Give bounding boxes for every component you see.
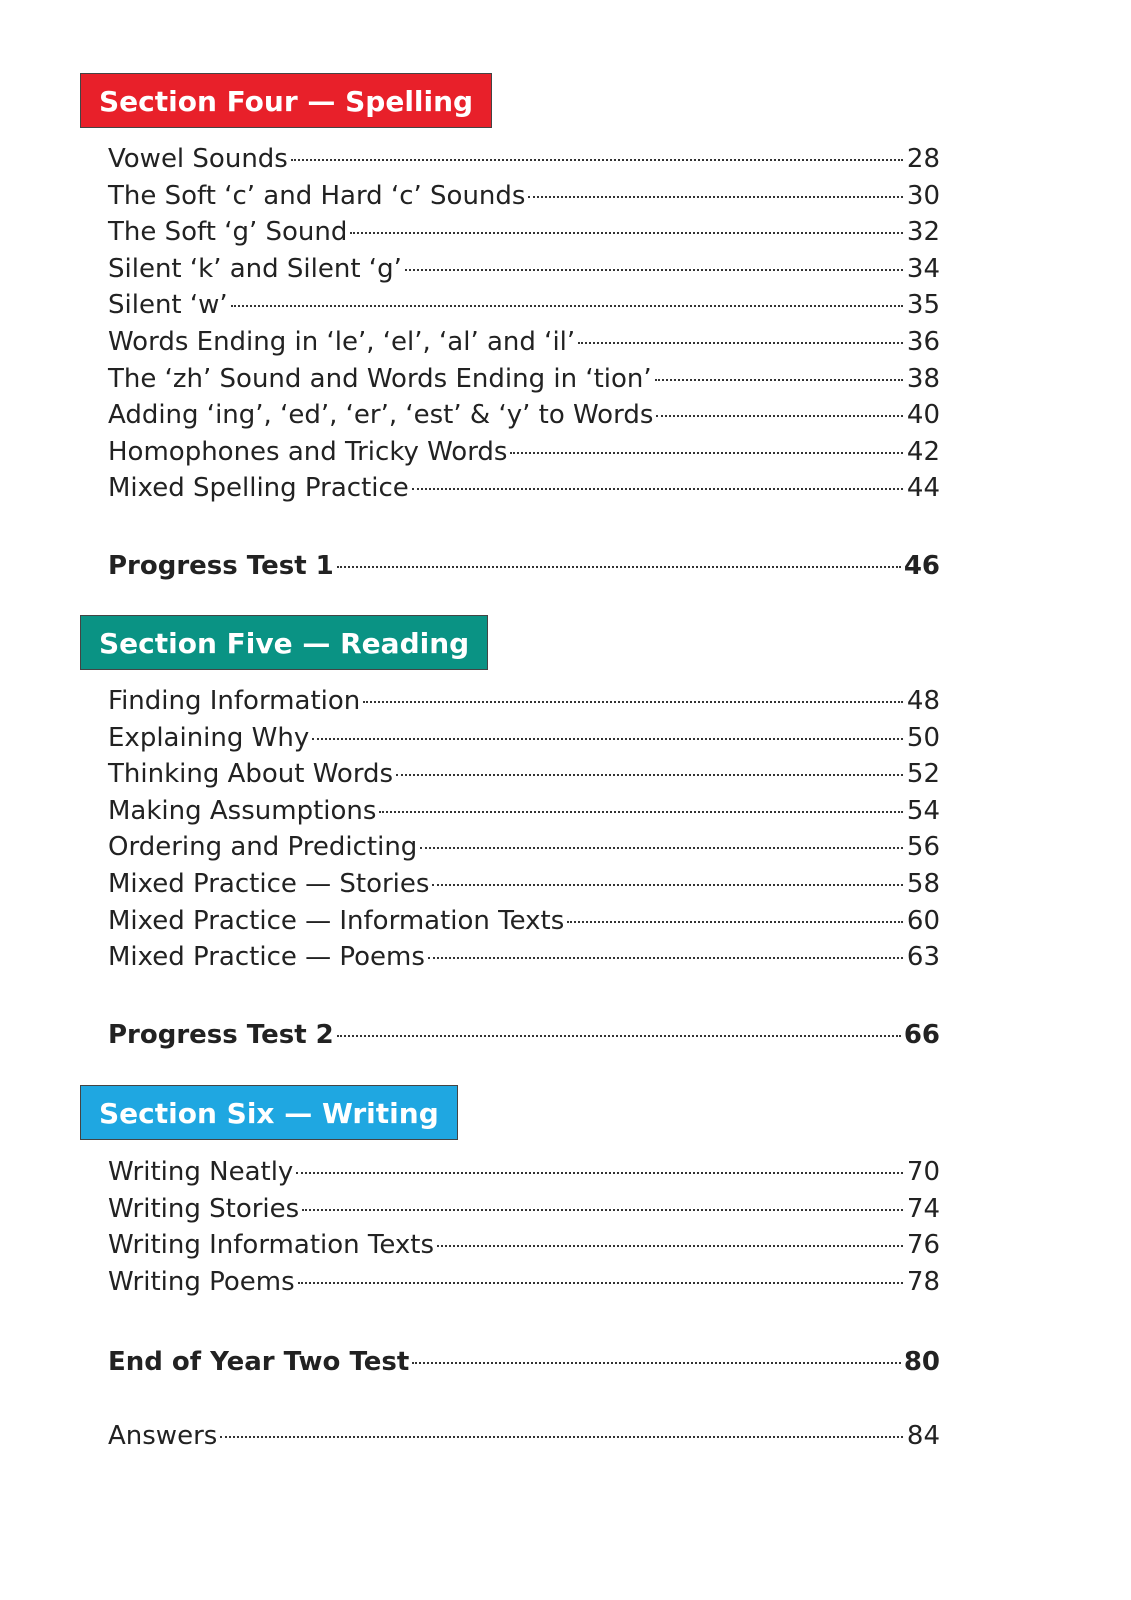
dot-leader	[420, 847, 903, 849]
toc-entry-page: 42	[906, 436, 940, 467]
toc-entry-progress-test-2[interactable]	[108, 1017, 940, 1054]
toc-entry-page: 76	[906, 1230, 940, 1261]
toc-entry[interactable]	[108, 1264, 940, 1301]
toc-entry[interactable]	[108, 793, 940, 830]
dot-leader	[298, 1282, 903, 1284]
toc-entry-title: Mixed Spelling Practice	[108, 473, 409, 504]
dot-leader	[510, 452, 903, 454]
toc-entry-page: 30	[906, 180, 940, 211]
toc-entry-page: 70	[906, 1157, 940, 1187]
dot-leader	[296, 1172, 903, 1174]
dot-leader	[312, 738, 903, 740]
dot-leader	[656, 415, 903, 417]
dot-leader	[337, 566, 901, 568]
toc-entry-title: Homophones and Tricky Words	[108, 436, 508, 467]
dot-leader	[432, 884, 903, 886]
toc-entry[interactable]	[108, 939, 940, 976]
toc-entry-title: Silent ‘k’ and Silent ‘g’	[108, 253, 402, 284]
toc-entry[interactable]	[108, 683, 940, 720]
dot-leader	[302, 1209, 903, 1211]
dot-leader	[220, 1436, 903, 1438]
toc-entry-title: Finding Information	[108, 686, 361, 716]
section-five-list	[108, 683, 940, 976]
toc-entry-page: 36	[906, 326, 940, 357]
dot-leader	[363, 701, 903, 703]
toc-entry-page: 50	[906, 722, 940, 753]
toc-entry-title: Mixed Practice — Stories	[108, 868, 430, 899]
dot-leader	[396, 774, 903, 776]
toc-entry-title: Writing Stories	[108, 1193, 300, 1224]
toc-entry-page: 35	[906, 290, 940, 321]
toc-entry-page: 52	[906, 759, 940, 790]
toc-entry[interactable]	[108, 756, 940, 793]
toc-entry-title: Mixed Practice — Information Texts	[108, 905, 565, 936]
toc-entry-page: 60	[906, 905, 940, 936]
toc-entry-page: 32	[906, 217, 940, 248]
toc-entry[interactable]	[108, 214, 940, 251]
dot-leader	[379, 811, 903, 813]
dot-leader	[578, 342, 903, 344]
toc-entry-title: Writing Neatly	[108, 1157, 294, 1187]
toc-entry[interactable]	[108, 1154, 940, 1191]
toc-entry[interactable]	[108, 141, 940, 178]
toc-entry-page: 74	[906, 1193, 940, 1224]
toc-entry-title: Writing Information Texts	[108, 1230, 435, 1261]
toc-entry[interactable]	[108, 434, 940, 471]
toc-entry-page: 63	[906, 942, 940, 973]
toc-entry-title: Mixed Practice — Poems	[108, 942, 425, 973]
dot-leader	[350, 232, 903, 234]
toc-entry-page: 38	[906, 363, 940, 394]
toc-entry-title: The Soft ‘g’ Sound	[108, 217, 348, 248]
toc-entry[interactable]	[108, 829, 940, 866]
dot-leader	[567, 921, 903, 923]
toc-entry-title: The ‘zh’ Sound and Words Ending in ‘tion’	[108, 363, 652, 394]
toc-entry-title: The Soft ‘c’ and Hard ‘c’ Sounds	[108, 180, 526, 211]
toc-entry-title: Adding ‘ing’, ‘ed’, ‘er’, ‘est’ & ‘y’ to Words	[108, 400, 654, 431]
toc-entry-page: 58	[906, 868, 940, 899]
toc-entry-answers[interactable]	[108, 1418, 940, 1455]
answers	[108, 1418, 940, 1455]
toc-entry-page: 44	[906, 473, 940, 504]
toc-entry-page: 80	[903, 1347, 940, 1377]
toc-entry[interactable]	[108, 324, 940, 361]
toc-entry[interactable]	[108, 903, 940, 940]
toc-entry-page: 78	[906, 1266, 940, 1297]
toc-entry-page: 48	[906, 686, 940, 716]
toc-entry-title: Explaining Why	[108, 722, 310, 753]
toc-entry-title: Writing Poems	[108, 1266, 295, 1297]
dot-leader	[412, 1362, 901, 1364]
section-four-list	[108, 141, 940, 507]
progress-test-1	[108, 548, 940, 585]
toc-entry-page: 66	[903, 1020, 940, 1050]
toc-entry-progress-test-1[interactable]	[108, 548, 940, 585]
dot-leader	[405, 269, 903, 271]
toc-entry-title: Vowel Sounds	[108, 144, 288, 174]
toc-entry[interactable]	[108, 720, 940, 757]
dot-leader	[291, 159, 903, 161]
toc-entry-title: Progress Test 1	[108, 551, 334, 581]
dot-leader	[528, 196, 903, 198]
toc-entry-page: 28	[906, 144, 940, 174]
toc-entry-page: 40	[906, 400, 940, 431]
toc-entry-page: 84	[906, 1421, 940, 1451]
toc-entry-title: Progress Test 2	[108, 1020, 334, 1050]
section-six-header: Section Six — Writing	[80, 1085, 458, 1140]
section-five-header: Section Five — Reading	[80, 615, 488, 670]
toc-entry-page: 54	[906, 795, 940, 826]
toc-entry-title: Thinking About Words	[108, 759, 394, 790]
toc-entry[interactable]	[108, 1191, 940, 1228]
toc-entry[interactable]	[108, 470, 940, 507]
end-of-year-test	[108, 1344, 940, 1381]
toc-entry-title: Answers	[108, 1421, 218, 1451]
toc-entry[interactable]	[108, 178, 940, 215]
toc-entry[interactable]	[108, 287, 940, 324]
toc-entry-title: End of Year Two Test	[108, 1347, 410, 1377]
dot-leader	[231, 305, 903, 307]
toc-entry[interactable]	[108, 251, 940, 288]
toc-entry[interactable]	[108, 397, 940, 434]
section-four-header: Section Four — Spelling	[80, 73, 492, 128]
toc-entry[interactable]	[108, 866, 940, 903]
toc-entry-title: Silent ‘w’	[108, 290, 228, 321]
toc-entry-page: 34	[906, 253, 940, 284]
toc-entry-page: 56	[906, 832, 940, 863]
toc-entry-title: Ordering and Predicting	[108, 832, 418, 863]
dot-leader	[337, 1035, 901, 1037]
toc-entry[interactable]	[108, 1227, 940, 1264]
toc-entry-title: Making Assumptions	[108, 795, 377, 826]
dot-leader	[412, 488, 903, 490]
toc-entry-page: 46	[903, 551, 940, 581]
progress-test-2	[108, 1017, 940, 1054]
dot-leader	[428, 957, 903, 959]
toc-entry[interactable]	[108, 361, 940, 398]
dot-leader	[437, 1245, 903, 1247]
section-six-list	[108, 1154, 940, 1300]
toc-entry-title: Words Ending in ‘le’, ‘el’, ‘al’ and ‘il’	[108, 326, 576, 357]
toc-entry-end-of-year-test[interactable]	[108, 1344, 940, 1381]
dot-leader	[655, 379, 903, 381]
